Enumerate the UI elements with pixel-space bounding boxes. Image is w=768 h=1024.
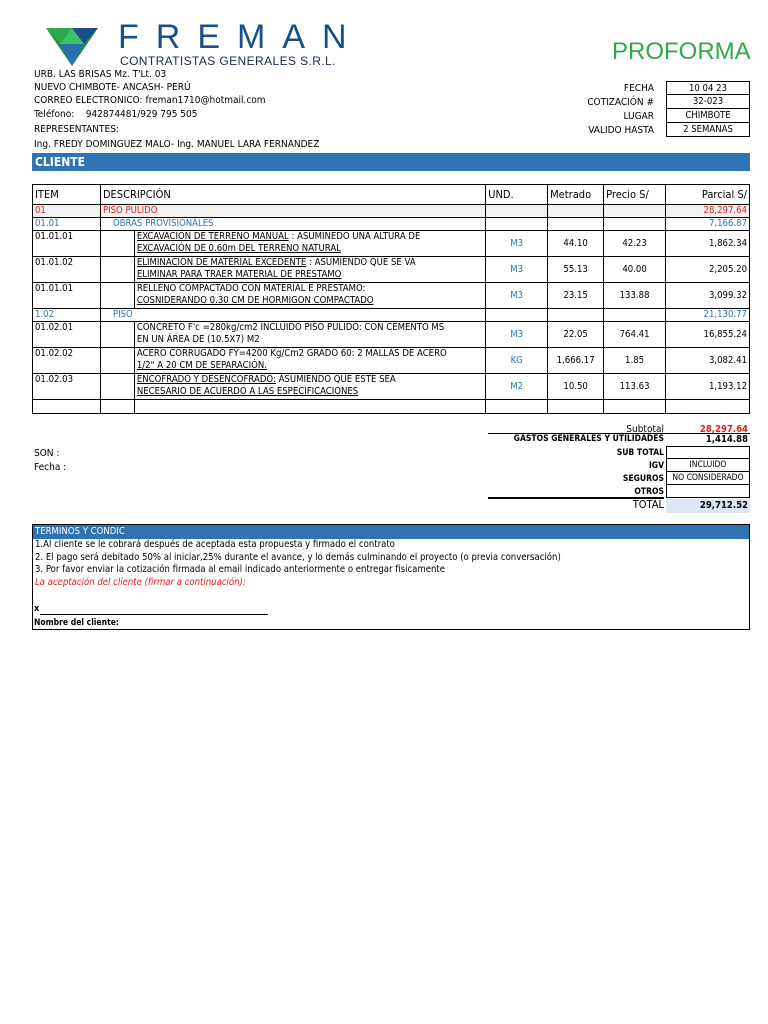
- row-title: CONCRETO F'c =280kg/cm2 INCLUIDO PISO PULIDO:: [136, 322, 362, 333]
- row-parcial: 3,082.41: [666, 348, 750, 374]
- row-title: ENCOFRADO Y DESENCOFRADO:: [136, 374, 276, 385]
- table-row: [33, 348, 750, 374]
- valido-value: 2 SEMANAS: [666, 123, 750, 137]
- row-precio: 1.85: [604, 348, 666, 374]
- row-precio: 133.88: [604, 283, 666, 309]
- table-header: [33, 185, 750, 205]
- row-parcial: 3,099.32: [666, 283, 750, 309]
- header-metrado: Metrado: [548, 185, 604, 205]
- fecha-value: 10 04 23: [666, 81, 750, 95]
- row-und: M2: [486, 374, 548, 400]
- row-line2: ELIMINAR PARA TRAER MATERIAL DE PRESTAMO: [136, 269, 342, 280]
- summary-divider: [488, 433, 750, 434]
- otros-value: [666, 485, 750, 498]
- row-title: ACERO CORRUGADO FY=4200 Kg/Cm2 GRADO 60:: [136, 348, 355, 359]
- row-desc: [134, 231, 485, 257]
- row-und: KG: [486, 348, 548, 374]
- row-item-code: 01.02.02: [33, 348, 101, 374]
- header-und: UND.: [486, 185, 548, 205]
- subsection-item: 1.02: [33, 309, 101, 322]
- subsection-item: 01.01: [33, 218, 101, 231]
- table-row: [33, 322, 750, 348]
- email-label: CORREO ELECTRONICO:: [34, 95, 143, 106]
- row-metrado: 23.15: [548, 283, 604, 309]
- son-label: SON :: [34, 448, 60, 459]
- header-precio: Precio S/: [604, 185, 666, 205]
- row-rest: : ASUMIENDO QUE SE VA: [306, 257, 416, 268]
- doc-title: PROFORMA: [612, 38, 751, 65]
- row-precio: 40.00: [604, 257, 666, 283]
- signature-line[interactable]: [40, 614, 268, 615]
- subsection-desc: OBRAS PROVISIONALES: [100, 218, 485, 231]
- subtotal-value: 28,297.64: [699, 424, 748, 435]
- row-line2: EXCAVACIÓN DE 0.60m DEL TERRENO NATURAL: [136, 243, 341, 254]
- row-line2: NECESARIO DE ACUERDO A LAS ESPECIFICACIONES: [136, 386, 359, 397]
- row-desc: [134, 348, 485, 374]
- subsection-row: [33, 218, 750, 231]
- header-desc: DESCRIPCIÓN: [100, 185, 485, 205]
- row-item-code: 01.01.01: [33, 283, 101, 309]
- row-line2: COSNIDERANDO 0.30 CM DE HORMIGON COMPACTADO: [136, 295, 374, 306]
- header-parcial: Parcial S/: [666, 185, 750, 205]
- subsection-row: [33, 309, 750, 322]
- terms-line-1: 1.Al cliente se le cobrará después de aceptada esta propuesta y firmado el contrato: [35, 539, 395, 550]
- row-und: M3: [486, 231, 548, 257]
- phone-line: [34, 109, 197, 121]
- cotizacion-label: COTIZACIÓN #: [587, 97, 654, 108]
- phone-label: Teléfono:: [34, 109, 75, 120]
- row-desc: [134, 322, 485, 348]
- table-row: [33, 231, 750, 257]
- terms-title: TERMINOS Y CONDIC: [33, 525, 749, 539]
- igv-value: INCLUIDO: [666, 459, 750, 472]
- row-metrado: 1,666.17: [548, 348, 604, 374]
- row-precio: 42.23: [604, 231, 666, 257]
- section-parcial: 28,297.64: [666, 205, 750, 218]
- row-metrado: 44.10: [548, 231, 604, 257]
- email-value: freman1710@hotmail.com: [145, 95, 266, 106]
- subtotal-label: Subtotal: [626, 424, 664, 435]
- gastos-label: GASTOS GENERALES Y UTILIDADES: [513, 434, 664, 444]
- address-line-2: NUEVO CHIMBOTE- ANCASH- PERÚ: [34, 82, 191, 93]
- gastos-value: 1,414.88: [705, 434, 748, 445]
- client-name-label: Nombre del cliente:: [34, 618, 119, 628]
- row-desc: [134, 374, 485, 400]
- row-und: M3: [486, 283, 548, 309]
- fecha-label: FECHA: [623, 83, 654, 94]
- row-parcial: 2,205.20: [666, 257, 750, 283]
- row-parcial: 16,855.24: [666, 322, 750, 348]
- empty-row: [33, 400, 750, 414]
- total-label: TOTAL: [632, 498, 664, 511]
- header-item: ITEM: [33, 185, 101, 205]
- terms-line-2: 2. El pago será debitado 50% al iniciar,25% durante el avance, y lo demás culminando el proyecto (o previa conversación): [35, 551, 561, 563]
- terms-line-3: 3. Por favor enviar la cotización firmada al email indicado anteriormente o entregar fisicamente: [35, 564, 446, 575]
- row-parcial: 1,193.12: [666, 374, 750, 400]
- row-title: EXCAVACIÓN DE TERRENO MANUAL: [136, 231, 289, 242]
- section-row: [33, 205, 750, 218]
- row-und: M3: [486, 257, 548, 283]
- cotizacion-value: 32-023: [666, 95, 750, 109]
- row-item-code: 01.02.01: [33, 322, 101, 348]
- valido-label: VALIDO HASTA: [588, 125, 654, 136]
- row-rest: 2 MALLAS DE ACERO: [354, 348, 447, 359]
- address-line-1: URB. LAS BRISAS Mz. T'Lt. 03: [34, 69, 167, 80]
- fecha-footer-label: Fecha :: [34, 462, 67, 473]
- company-logo-icon: [40, 22, 104, 68]
- section-desc: PISO PULIDO: [100, 205, 485, 218]
- terms-acceptance: La aceptación del cliente (firmar a continuación):: [35, 576, 246, 588]
- reps-label: REPRESENTANTES:: [34, 124, 119, 135]
- subtotal2-label: SUB TOTAL: [616, 448, 664, 458]
- row-metrado: 55.13: [548, 257, 604, 283]
- company-name: FREMAN: [118, 18, 364, 56]
- subsection-parcial: 7,166.87: [666, 218, 750, 231]
- row-line2: 1/2" A 20 CM DE SEPARACIÓN.: [136, 360, 267, 371]
- row-rest: CON CEMENTO MS: [361, 322, 445, 333]
- email-line: [34, 95, 266, 107]
- subtotal2-value: [666, 446, 750, 459]
- igv-label: IGV: [648, 461, 664, 471]
- reps-value: Ing. FREDY DOMINGUEZ MALO- Ing. MANUEL LARA FERNANDEZ: [34, 139, 320, 150]
- row-title: ELIMINACIÓN DE MATERIAL EXCEDENTE: [136, 257, 307, 268]
- row-precio: 113.63: [604, 374, 666, 400]
- seguros-label: SEGUROS: [622, 474, 664, 484]
- row-und: M3: [486, 322, 548, 348]
- section-item: 01: [33, 205, 101, 218]
- lugar-label: LUGAR: [623, 111, 654, 122]
- row-line2: EN UN ÁREA DE (10.5X7) M2: [136, 334, 260, 345]
- company-subtitle: CONTRATISTAS GENERALES S.R.L.: [120, 54, 336, 68]
- signature-x: x: [34, 604, 40, 614]
- row-desc: [134, 283, 485, 309]
- row-parcial: 1,862.34: [666, 231, 750, 257]
- subsection-desc: PISO: [100, 309, 485, 322]
- row-desc: [134, 257, 485, 283]
- row-metrado: 22.05: [548, 322, 604, 348]
- subsection-parcial: 21,130.77: [666, 309, 750, 322]
- table-row: [33, 283, 750, 309]
- row-precio: 764.41: [604, 322, 666, 348]
- row-item-code: 01.02.03: [33, 374, 101, 400]
- row-title: RELLENO COMPACTADO CON MATERIAL E PRESTAMO:: [136, 283, 366, 294]
- row-item-code: 01.01.01: [33, 231, 101, 257]
- row-rest: : ASUMINEDO UNA ALTURA DE: [288, 231, 421, 242]
- table-row: [33, 374, 750, 400]
- seguros-value: NO CONSIDERADO: [666, 472, 750, 485]
- cliente-bar: CLIENTE: [32, 153, 750, 171]
- lugar-value: CHIMBOTE: [666, 109, 750, 123]
- phone-value: 942874481/929 795 505: [85, 109, 198, 120]
- items-table: [32, 184, 750, 414]
- total-value: 29,712.52: [666, 499, 750, 513]
- otros-label: OTROS: [634, 487, 664, 497]
- table-row: [33, 257, 750, 283]
- row-item-code: 01.01.02: [33, 257, 101, 283]
- row-metrado: 10.50: [548, 374, 604, 400]
- row-rest: ASUMIENDO QUE ESTE SEA: [275, 374, 396, 385]
